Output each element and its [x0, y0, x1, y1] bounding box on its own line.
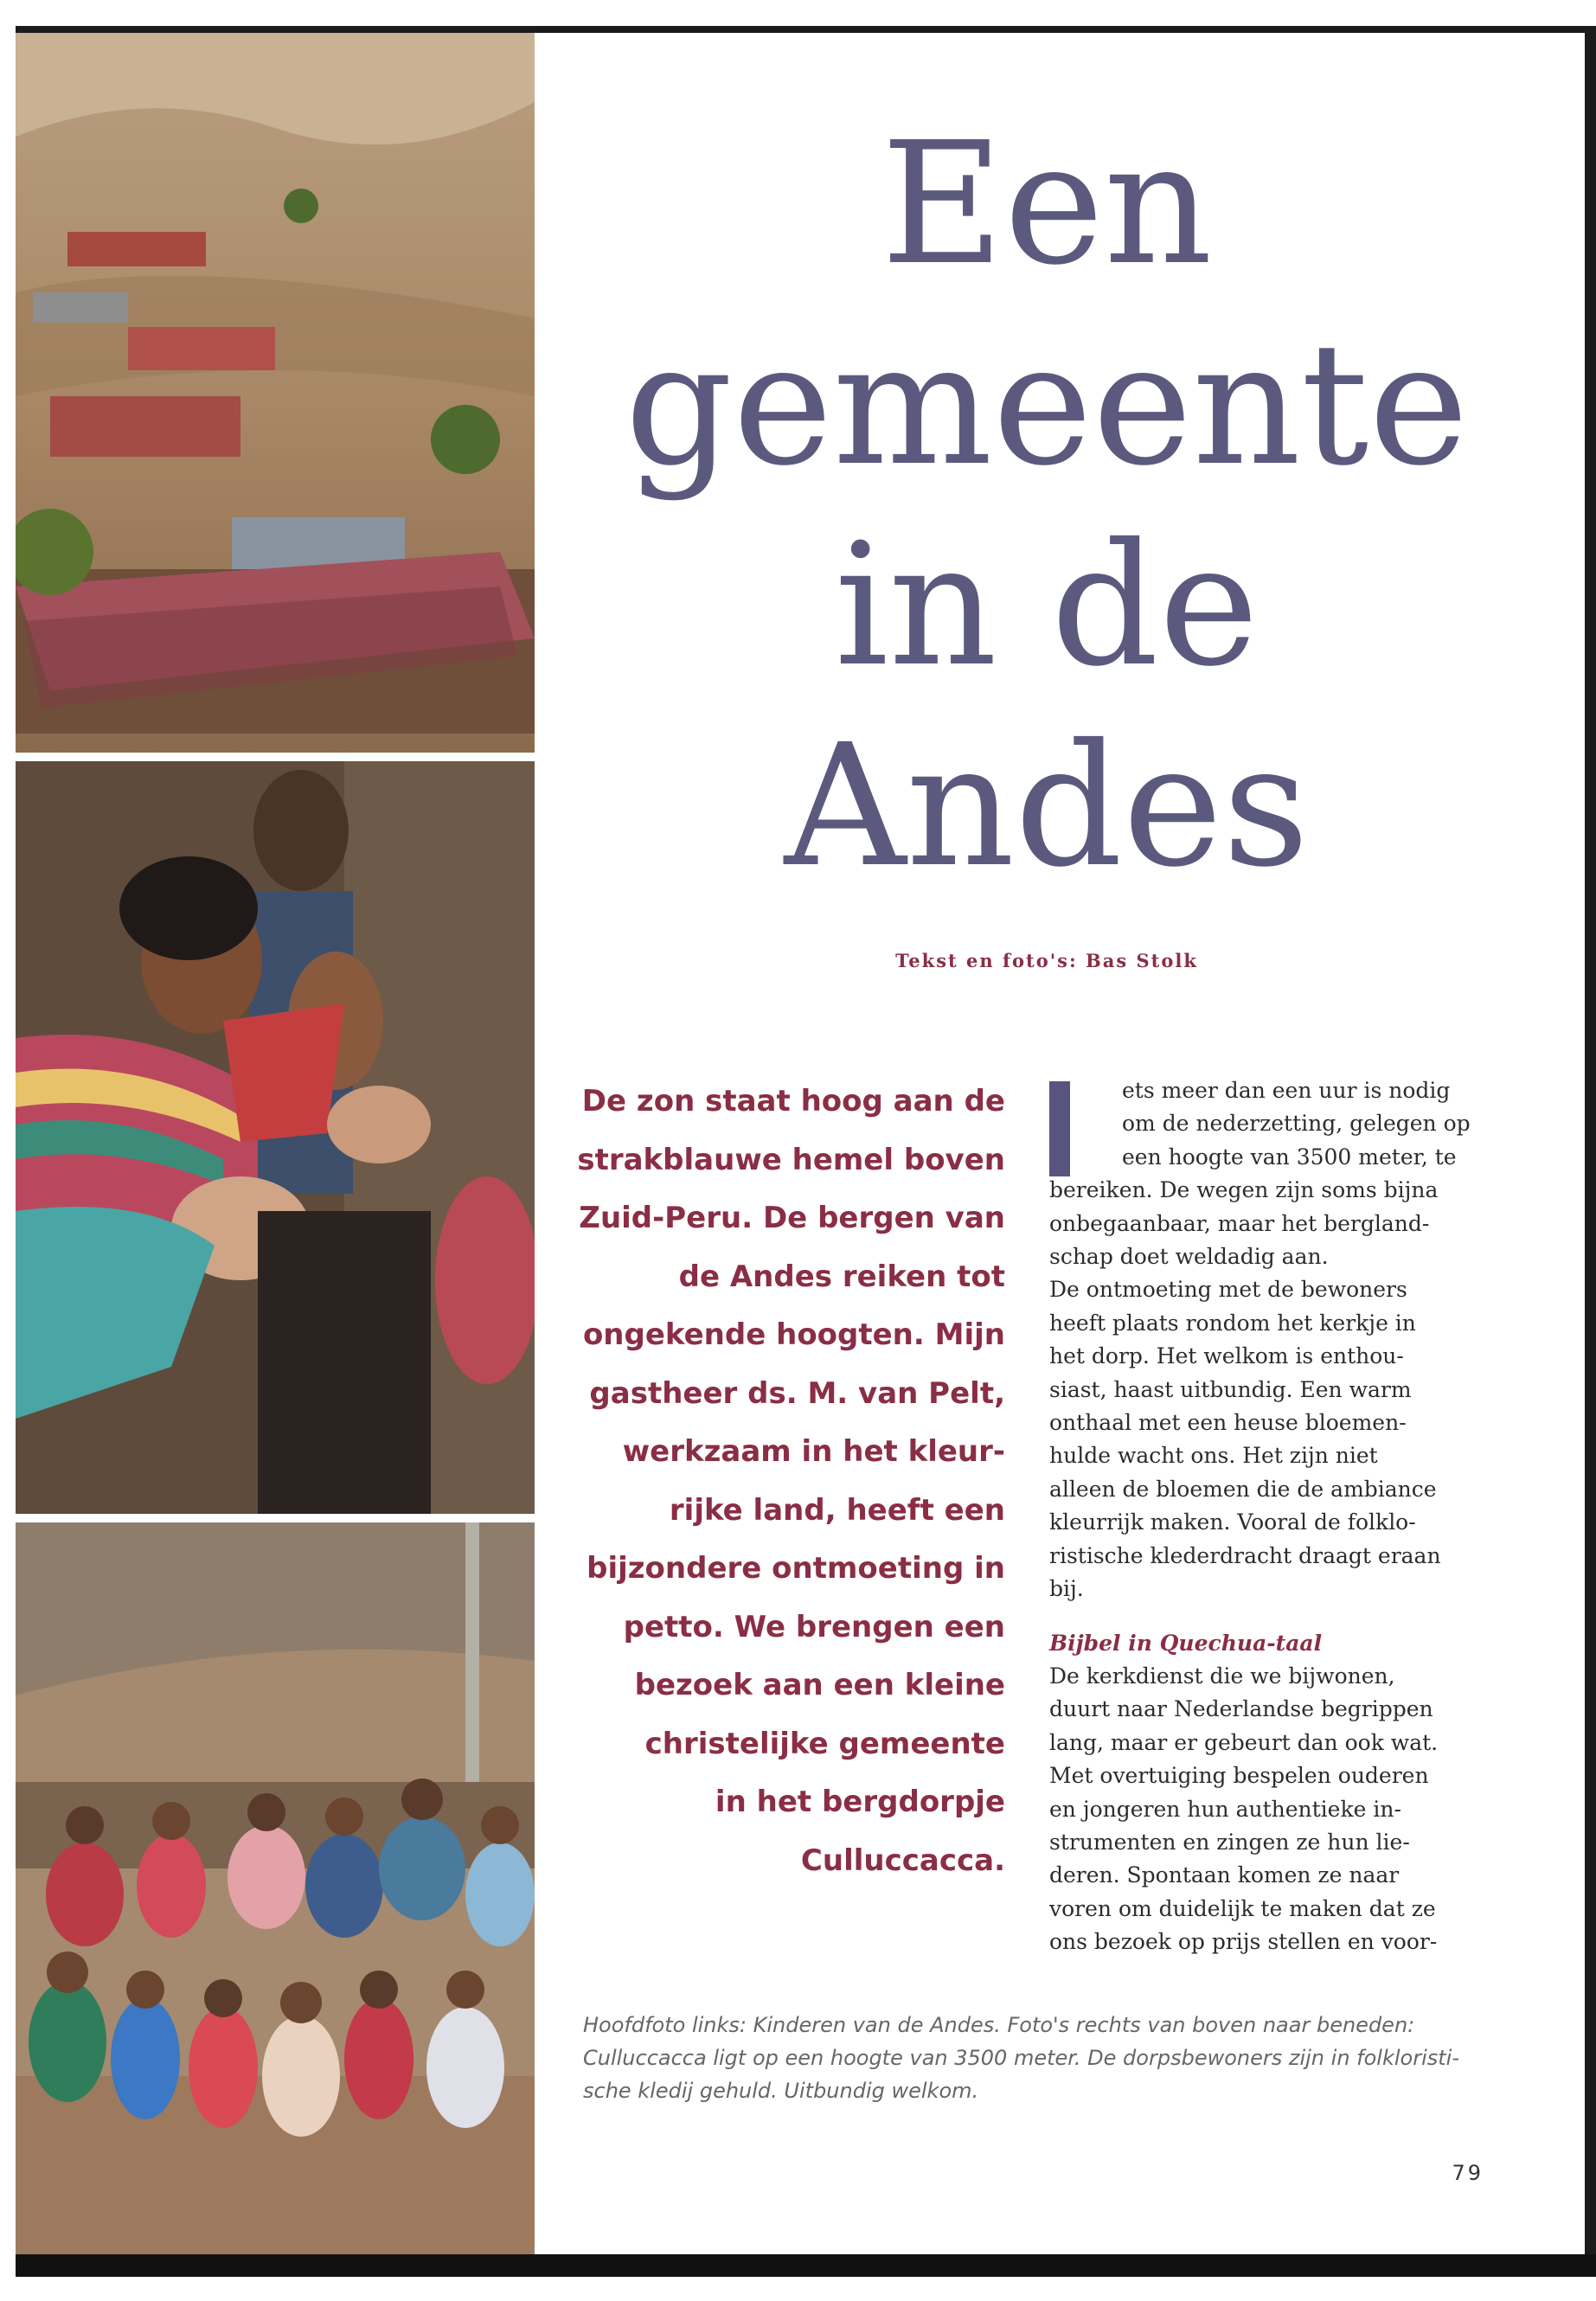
intro-line: bezoek aan een kleine — [634, 1668, 1005, 1702]
intro-line: Zuid-Peru. De bergen van — [579, 1201, 1005, 1235]
villagers-group-photo — [16, 1522, 535, 2254]
intro-line: De zon staat hoog aan de — [581, 1084, 1005, 1118]
body-line: alleen de bloemen die de ambiance — [1049, 1476, 1437, 1502]
body-line: onbegaanbaar, maar het bergland- — [1049, 1210, 1430, 1236]
article-title — [554, 104, 1540, 907]
body-line: onthaal met een heuse bloemen- — [1049, 1410, 1407, 1436]
body-line: deren. Spontaan komen ze naar — [1049, 1862, 1400, 1888]
intro-line: gastheer ds. M. van Pelt, — [589, 1375, 1005, 1411]
body-line: lang, maar er gebeurt dan ook wat. — [1049, 1729, 1439, 1755]
body-line: schap doet weldadig aan. — [1049, 1244, 1329, 1270]
body-line: Met overtuiging bespelen ouderen — [1049, 1763, 1429, 1789]
body-line: ets meer dan een uur is nodig — [1122, 1078, 1451, 1103]
intro-paragraph — [562, 1073, 1005, 1890]
body-line: om de nederzetting, gelegen op — [1122, 1111, 1471, 1137]
body-line: bereiken. De wegen zijn soms bijna — [1049, 1177, 1439, 1203]
body-line: een hoogte van 3500 meter, te — [1122, 1144, 1457, 1170]
village-photo — [16, 33, 535, 753]
intro-line: ongekende hoogten. Mijn — [582, 1317, 1005, 1352]
title-line: gemeente — [625, 306, 1469, 503]
title-line: in de — [834, 507, 1259, 703]
intro-line: de Andes reiken tot — [678, 1259, 1005, 1294]
right-rule — [1585, 26, 1596, 2266]
body-line: voren om duidelijk te maken dat ze — [1049, 1895, 1436, 1921]
title-line: Een — [881, 106, 1213, 302]
body-line: duurt naar Nederlandse begrippen — [1049, 1696, 1433, 1722]
intro-line: Culluccacca. — [800, 1843, 1005, 1878]
photo-caption — [583, 2009, 1483, 2107]
body-line: strumenten en zingen ze hun lie- — [1049, 1829, 1410, 1855]
body-line: heeft plaats rondom het kerkje in — [1049, 1310, 1416, 1336]
intro-line: petto. We brengen een — [623, 1609, 1005, 1644]
body-line: kleurrijk maken. Vooral de folklo- — [1049, 1509, 1416, 1535]
body-column — [1049, 1074, 1482, 1959]
section-subheading: Bijbel in Quechua-taal — [1049, 1630, 1323, 1656]
body-line: siast, haast uitbundig. Een warm — [1049, 1376, 1412, 1402]
body-line: ons bezoek op prijs stellen en voor- — [1049, 1929, 1438, 1955]
body-line: en jongeren hun authentieke in- — [1049, 1796, 1401, 1822]
body-line: De ontmoeting met de bewoners — [1049, 1277, 1407, 1303]
top-rule — [16, 26, 1596, 33]
caption-line: Culluccacca ligt op een hoogte van 3500 meter. De dorpsbewoners zijn in folkloristi- — [583, 2046, 1459, 2070]
bottom-rule — [16, 2254, 1596, 2277]
caption-line: Hoofdfoto links: Kinderen van de Andes. Foto's rechts van boven naar beneden: — [583, 2013, 1415, 2037]
women-clapping-photo — [16, 761, 535, 1514]
intro-line: strakblauwe hemel boven — [577, 1142, 1005, 1177]
intro-line: in het bergdorpje — [715, 1785, 1005, 1819]
intro-line: werkzaam in het kleur- — [622, 1434, 1005, 1469]
body-line: ristische klederdracht draagt eraan — [1049, 1542, 1441, 1568]
intro-line: bijzondere ontmoeting in — [586, 1551, 1005, 1586]
intro-line: rijke land, heeft een — [669, 1492, 1005, 1528]
body-line: De kerkdienst die we bijwonen, — [1049, 1663, 1395, 1689]
body-line: hulde wacht ons. Het zijn niet — [1049, 1443, 1378, 1469]
title-line: Andes — [784, 708, 1310, 904]
page-number: 79 — [1452, 2161, 1484, 2185]
caption-line: sche kledij gehuld. Uitbundig welkom. — [583, 2079, 979, 2103]
body-line: het dorp. Het welkom is enthou- — [1049, 1343, 1404, 1369]
author-credit: Tekst en foto's: Bas Stolk — [895, 950, 1198, 971]
intro-line: christelijke gemeente — [644, 1726, 1005, 1761]
drop-cap — [1049, 1081, 1070, 1176]
body-line: bij. — [1049, 1576, 1084, 1602]
